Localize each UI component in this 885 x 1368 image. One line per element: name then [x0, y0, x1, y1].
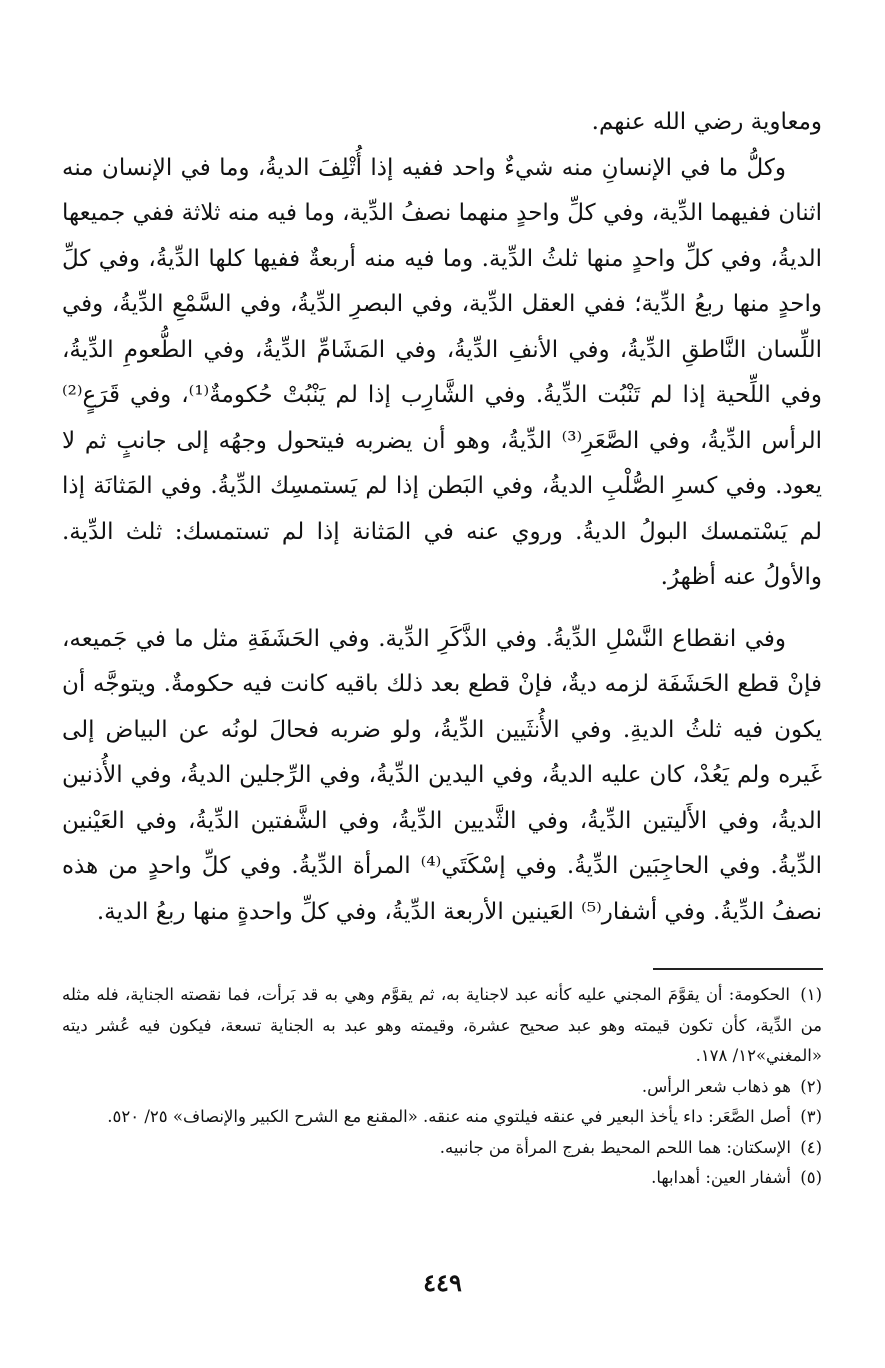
main-text [62, 100, 822, 935]
footnote-text: أصل الصَّعَر: داء يأخذ البعير في عنقه فيلتوي منه عنقه. «المقنع مع الشرح الكبير والإنصاف» ٢٥/ ٥٢٠. [107, 1107, 791, 1126]
footnote-text: هو ذهاب شعر الرأس. [641, 1076, 791, 1096]
footnote-text: أشفار العين: أهدابها. [651, 1168, 791, 1187]
footnote-2 [62, 1072, 822, 1103]
footnote-text: الحكومة: أن يقوَّمَ المجني عليه كأنه عبد لاجناية به، ثم يقوَّم وهي به قد بَرأت، فما نقصته الجناية، فله مثله من الدِّية، كأن تكون قيمته وهو عبد صحيح عشرة، وقيمته وهو عبد به الجناية تسعة، فيكون فيه عُشر ديته «المغني»١٢/ ١٧٨. [62, 985, 822, 1065]
footnote-number: (٥) [800, 1168, 822, 1187]
paragraph-1: ومعاوية رضي الله عنهم. [591, 109, 822, 135]
footnote-3 [62, 1102, 822, 1133]
footnote-separator [653, 968, 823, 970]
footnote-number: (٣) [800, 1107, 822, 1126]
footnotes [62, 980, 822, 1194]
footnote-1 [62, 980, 822, 1072]
footnote-number: (١) [800, 985, 822, 1004]
footnote-5 [62, 1163, 822, 1194]
paragraph-2: وكلُّ ما في الإنسانِ منه شيءٌ واحد ففيه إذا أُتْلِفَ الديةُ، وما في الإنسان منه اثنان ففيهما الدِّية، وفي كلِّ واحدٍ منهما نصفُ الدِّية، وما فيه منه ثلاثة ففي جميعها الديةُ، وفي كلِّ واحدٍ منها ثلثُ الدِّية. وما فيه منه أربعةٌ ففيها كلها الدِّيةُ، وفي كلِّ واحدٍ منها ربعُ الدِّية؛ ففي العقل الدِّية، وفي البصرِ الدِّيةُ، وفي السَّمْعِ الدِّيةُ، وفي اللِّسان النَّاطقِ الدِّيةُ، وفي الأنفِ الدِّيةُ، وفي المَشَامِّ الدِّيةُ، وفي الطُّعومِ الدِّيةُ، وفي اللِّحية إذا لم تَنْبُت الدِّيةُ. وفي الشَّارِب إذا لم يَنْبُتْ حُكومةٌ⁽¹⁾، وفي قَرَعٍ⁽²⁾ الرأس الدِّيةُ، وفي الصَّعَرِ⁽³⁾ الدِّيةُ، وهو أن يضربه فيتحول وجهُه إلى جانبٍ ثم لا يعود. وفي كسرِ الصُّلْبِ الديةُ، وفي البَطن إذا لم يَستمسِك الدِّيةُ. وفي المَثانَة إذا لم يَسْتمسك البولُ الديةُ. وروي عنه في المَثانة إذا لم تستمسك: ثلث الدِّية. والأولُ عنه أظهرُ. [62, 154, 823, 590]
page-number: ٤٤٩ [423, 1268, 462, 1297]
footnote-number: (٤) [800, 1137, 822, 1157]
footnote-text: الإسكتان: هما اللحم المحيط بفرج المرأة من جانبيه. [439, 1137, 791, 1157]
footnote-number: (٢) [800, 1076, 822, 1096]
footnote-4 [62, 1133, 822, 1164]
paragraph-3: وفي انقطاع النَّسْلِ الدِّيةُ. وفي الذَّكَرِ الدِّية. وفي الحَشَفَةِ مثل ما في جَميعه، فإنْ قطع الحَشَفَة لزمه ديةٌ، فإنْ قطع بعد ذلك باقيه كانت فيه حكومةٌ. ويتوجَّه أن يكون فيه ثلثُ الديةِ. وفي الأُنثَيين الدِّيةُ، ولو ضربه فحالَ لونُه عن البياض إلى غَيره ولم يَعُدْ، كان عليه الديةُ، وفي اليدين الدِّيةُ، وفي الرِّجلين الديةُ، وفي الأُذنين الديةُ، وفي الأَليتين الدِّيةُ، وفي الثَّديين الدِّيةُ، وفي الشَّفتين الدِّيةُ، وفي العَيْنين الدِّيةُ. وفي الحاجِبَين الدِّيةُ. وفي إسْكَتَي⁽⁴⁾ المرأة الدِّيةُ. وفي كلِّ واحدٍ من هذه نصفُ الدِّيةُ. وفي أشفار⁽⁵⁾ العَينين الأربعة الدِّيةُ، وفي كلِّ واحدةٍ منها ربعُ الدية. [62, 625, 822, 925]
